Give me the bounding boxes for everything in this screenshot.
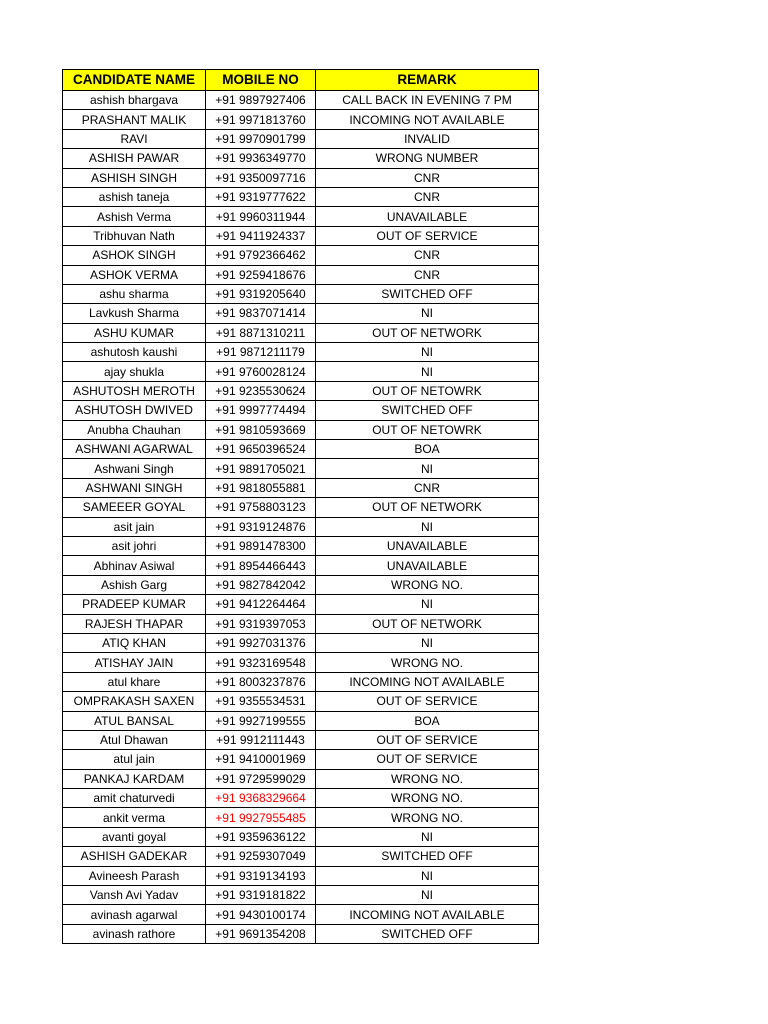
candidate-name-cell: amit chaturvedi [63,789,206,808]
table-row [63,556,539,575]
header-row [63,70,539,91]
table-row [63,323,539,342]
table-row [63,459,539,478]
remark-cell: OUT OF SERVICE [316,226,539,245]
table-row [63,866,539,885]
remark-cell: OUT OF SERVICE [316,692,539,711]
mobile-number-cell: +91 9411924337 [206,226,316,245]
table-row [63,401,539,420]
mobile-number-cell: +91 8954466443 [206,556,316,575]
mobile-number-cell: +91 9410001969 [206,750,316,769]
table-body [63,91,539,944]
table-row [63,633,539,652]
table-row [63,789,539,808]
remark-cell: NI [316,886,539,905]
mobile-number-cell: +91 9970901799 [206,129,316,148]
remark-cell: WRONG NUMBER [316,149,539,168]
table-row [63,730,539,749]
table-row [63,672,539,691]
remark-cell: INVALID [316,129,539,148]
mobile-number-cell: +91 9259307049 [206,847,316,866]
candidate-name-cell: ankit verma [63,808,206,827]
table-row [63,265,539,284]
mobile-number-cell: +91 9691354208 [206,924,316,943]
candidate-name-cell: ashish taneja [63,187,206,206]
mobile-number-cell: +91 9319181822 [206,886,316,905]
candidate-name-cell: OMPRAKASH SAXEN [63,692,206,711]
table-row [63,343,539,362]
mobile-number-cell: +91 9891478300 [206,536,316,555]
remark-cell: OUT OF SERVICE [316,750,539,769]
table-row [63,517,539,536]
candidate-name-cell: atul jain [63,750,206,769]
mobile-number-cell: +91 9891705021 [206,459,316,478]
candidate-name-cell: avinash rathore [63,924,206,943]
table-row [63,149,539,168]
candidate-name-cell: ashutosh kaushi [63,343,206,362]
remark-cell: OUT OF NETWORK [316,498,539,517]
table-header [63,70,539,91]
remark-cell: INCOMING NOT AVAILABLE [316,905,539,924]
remark-cell: WRONG NO. [316,808,539,827]
table-row [63,575,539,594]
mobile-number-cell: +91 9871211179 [206,343,316,362]
mobile-number-cell: +91 9810593669 [206,420,316,439]
candidate-name-cell: PANKAJ KARDAM [63,769,206,788]
candidate-name-cell: asit jain [63,517,206,536]
candidate-name-cell: RAJESH THAPAR [63,614,206,633]
mobile-number-cell: +91 9319124876 [206,517,316,536]
candidate-table [62,69,539,944]
mobile-number-cell: +91 9837071414 [206,304,316,323]
candidate-name-cell: ASHUTOSH DWIVED [63,401,206,420]
remark-cell: NI [316,595,539,614]
remark-cell: NI [316,343,539,362]
table-row [63,478,539,497]
remark-cell: NI [316,459,539,478]
table-row [63,905,539,924]
candidate-name-cell: ajay shukla [63,362,206,381]
table-row [63,924,539,943]
candidate-name-cell: Ashish Verma [63,207,206,226]
candidate-name-cell: Vansh Avi Yadav [63,886,206,905]
candidate-name-cell: ashu sharma [63,284,206,303]
remark-cell: INCOMING NOT AVAILABLE [316,672,539,691]
candidate-name-cell: ASHISH GADEKAR [63,847,206,866]
candidate-name-cell: ASHWANI SINGH [63,478,206,497]
remark-cell: CNR [316,168,539,187]
candidate-name-cell: ASHISH PAWAR [63,149,206,168]
mobile-number-cell: +91 9412264464 [206,595,316,614]
candidate-name-cell: RAVI [63,129,206,148]
candidate-name-cell: avinash agarwal [63,905,206,924]
mobile-number-cell: +91 9729599029 [206,769,316,788]
column-header-mobile-no: MOBILE NO [206,70,316,91]
mobile-number-cell: +91 9927031376 [206,633,316,652]
mobile-number-cell: +91 9350097716 [206,168,316,187]
candidate-name-cell: ATUL BANSAL [63,711,206,730]
remark-cell: CNR [316,265,539,284]
remark-cell: OUT OF NETWORK [316,323,539,342]
remark-cell: CNR [316,187,539,206]
remark-cell: OUT OF NETOWRK [316,420,539,439]
table-row [63,168,539,187]
candidate-name-cell: PRASHANT MALIK [63,110,206,129]
mobile-number-cell: +91 9927199555 [206,711,316,730]
candidate-name-cell: PRADEEP KUMAR [63,595,206,614]
table-row [63,207,539,226]
table-row [63,362,539,381]
table-row [63,886,539,905]
mobile-number-cell: +91 9319397053 [206,614,316,633]
remark-cell: UNAVAILABLE [316,556,539,575]
mobile-number-cell: +91 9359636122 [206,827,316,846]
mobile-number-cell: +91 9650396524 [206,440,316,459]
mobile-number-cell: +91 9368329664 [206,789,316,808]
table-row [63,498,539,517]
candidate-name-cell: SAMEEER GOYAL [63,498,206,517]
candidate-name-cell: Anubha Chauhan [63,420,206,439]
remark-cell: SWITCHED OFF [316,284,539,303]
candidate-name-cell: Abhinav Asiwal [63,556,206,575]
mobile-number-cell: +91 9760028124 [206,362,316,381]
mobile-number-cell: +91 9827842042 [206,575,316,594]
table-row [63,595,539,614]
remark-cell: CALL BACK IN EVENING 7 PM [316,91,539,110]
mobile-number-cell: +91 9319205640 [206,284,316,303]
remark-cell: NI [316,827,539,846]
table-row [63,614,539,633]
mobile-number-cell: +91 9792366462 [206,246,316,265]
candidate-name-cell: ASHOK SINGH [63,246,206,265]
remark-cell: OUT OF SERVICE [316,730,539,749]
table-row [63,91,539,110]
remark-cell: WRONG NO. [316,769,539,788]
table-row [63,769,539,788]
table-row [63,827,539,846]
mobile-number-cell: +91 9936349770 [206,149,316,168]
candidate-name-cell: ashish bhargava [63,91,206,110]
table-row [63,187,539,206]
candidate-name-cell: asit johri [63,536,206,555]
table-row [63,129,539,148]
remark-cell: WRONG NO. [316,789,539,808]
remark-cell: WRONG NO. [316,653,539,672]
candidate-name-cell: Ashish Garg [63,575,206,594]
mobile-number-cell: +91 9997774494 [206,401,316,420]
mobile-number-cell: +91 9319777622 [206,187,316,206]
mobile-number-cell: +91 8003237876 [206,672,316,691]
table-row [63,692,539,711]
remark-cell: INCOMING NOT AVAILABLE [316,110,539,129]
table-row [63,750,539,769]
table-row [63,420,539,439]
candidate-name-cell: ASHUTOSH MEROTH [63,381,206,400]
candidate-name-cell: Tribhuvan Nath [63,226,206,245]
remark-cell: NI [316,633,539,652]
mobile-number-cell: +91 9355534531 [206,692,316,711]
mobile-number-cell: +91 9960311944 [206,207,316,226]
table-row [63,304,539,323]
remark-cell: OUT OF NETOWRK [316,381,539,400]
table-row [63,808,539,827]
mobile-number-cell: +91 9758803123 [206,498,316,517]
candidate-name-cell: atul khare [63,672,206,691]
remark-cell: WRONG NO. [316,575,539,594]
candidate-name-cell: ASHWANI AGARWAL [63,440,206,459]
remark-cell: BOA [316,440,539,459]
mobile-number-cell: +91 9319134193 [206,866,316,885]
remark-cell: OUT OF NETWORK [316,614,539,633]
table-row [63,847,539,866]
remark-cell: NI [316,362,539,381]
mobile-number-cell: +91 8871310211 [206,323,316,342]
candidate-name-cell: ASHU KUMAR [63,323,206,342]
candidate-name-cell: ATIQ KHAN [63,633,206,652]
table-row [63,110,539,129]
table-row [63,284,539,303]
candidate-name-cell: Avineesh Parash [63,866,206,885]
mobile-number-cell: +91 9430100174 [206,905,316,924]
candidate-name-cell: Atul Dhawan [63,730,206,749]
mobile-number-cell: +91 9927955485 [206,808,316,827]
candidate-name-cell: ASHOK VERMA [63,265,206,284]
remark-cell: NI [316,517,539,536]
remark-cell: SWITCHED OFF [316,401,539,420]
remark-cell: CNR [316,478,539,497]
remark-cell: SWITCHED OFF [316,847,539,866]
mobile-number-cell: +91 9323169548 [206,653,316,672]
candidate-name-cell: Ashwani Singh [63,459,206,478]
mobile-number-cell: +91 9235530624 [206,381,316,400]
table-row [63,711,539,730]
table-row [63,653,539,672]
remark-cell: BOA [316,711,539,730]
mobile-number-cell: +91 9259418676 [206,265,316,284]
column-header-remark: REMARK [316,70,539,91]
table-row [63,440,539,459]
remark-cell: UNAVAILABLE [316,207,539,226]
mobile-number-cell: +91 9818055881 [206,478,316,497]
candidate-name-cell: avanti goyal [63,827,206,846]
mobile-number-cell: +91 9971813760 [206,110,316,129]
column-header-candidate-name: CANDIDATE NAME [63,70,206,91]
remark-cell: CNR [316,246,539,265]
remark-cell: SWITCHED OFF [316,924,539,943]
remark-cell: NI [316,304,539,323]
remark-cell: UNAVAILABLE [316,536,539,555]
candidate-name-cell: ATISHAY JAIN [63,653,206,672]
table-row [63,381,539,400]
table-row [63,246,539,265]
candidate-name-cell: ASHISH SINGH [63,168,206,187]
mobile-number-cell: +91 9897927406 [206,91,316,110]
mobile-number-cell: +91 9912111443 [206,730,316,749]
table-row [63,536,539,555]
remark-cell: NI [316,866,539,885]
candidate-name-cell: Lavkush Sharma [63,304,206,323]
table-row [63,226,539,245]
